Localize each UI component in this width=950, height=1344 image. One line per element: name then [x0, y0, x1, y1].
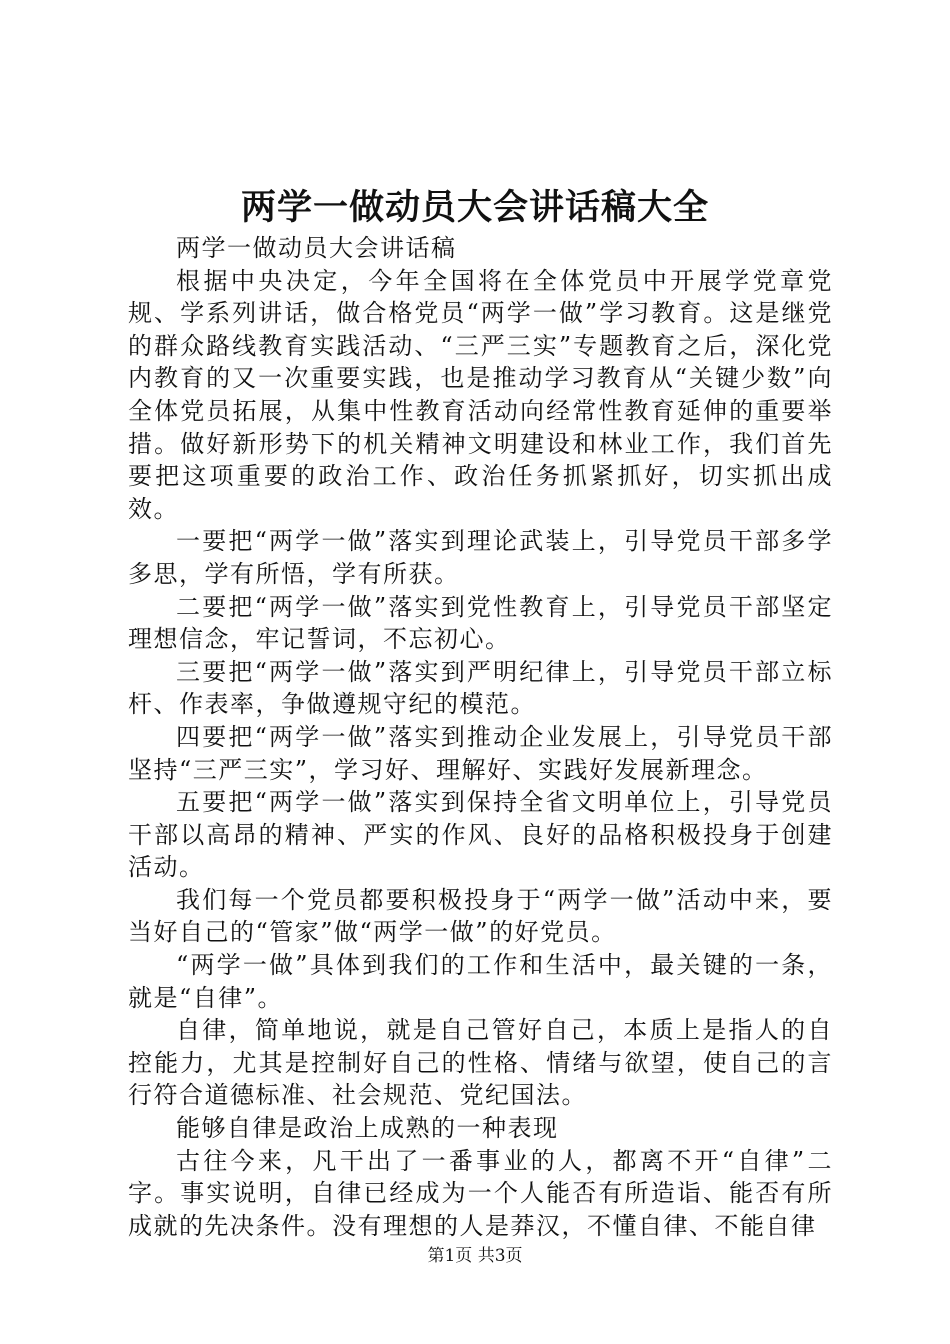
document-title: 两学一做动员大会讲话稿大全	[240, 187, 709, 228]
page-number-footer: 第1页 共3页	[427, 1246, 523, 1266]
body-paragraph: 自律，简单地说，就是自己管好自己，本质上是指人的自控能力，尤其是控制好自己的性格、情绪与欲望，使自己的言行符合道德标准、社会规范、党纪国法。	[128, 1016, 833, 1110]
body-paragraph: “两学一做”具体到我们的工作和生活中，最关键的一条，就是“自律”。	[128, 951, 833, 1012]
body-paragraph: 古往今来，凡干出了一番事业的人，都离不开“自律”二字。事实说明，自律已经成为一个人能否有所造诣、能否有所成就的先决条件。没有理想的人是莽汉，不懂自律、不能自律	[128, 1146, 833, 1240]
body-paragraph: 我们每一个党员都要积极投身于“两学一做”活动中来，要当好自己的“管家”做“两学一做”的好党员。	[128, 885, 833, 947]
body-paragraph: 一要把“两学一做”落实到理论武装上，引导党员干部多学多思，学有所悟，学有所获。	[128, 527, 833, 588]
document-body	[128, 232, 833, 1242]
body-paragraph: 二要把“两学一做”落实到党性教育上，引导党员干部坚定理想信念，牢记誓词，不忘初心。	[128, 592, 833, 654]
body-paragraph: 三要把“两学一做”落实到严明纪律上，引导党员干部立标杆、作表率，争做遵规守纪的模范。	[128, 657, 833, 719]
subtitle-paragraph: 两学一做动员大会讲话稿	[176, 234, 457, 262]
body-paragraph: 四要把“两学一做”落实到推动企业发展上，引导党员干部坚持“三严三实”，学习好、理解好、实践好发展新理念。	[128, 722, 833, 784]
body-paragraph: 五要把“两学一做”落实到保持全省文明单位上，引导党员干部以高昂的精神、严实的作风、良好的品格积极投身于创建活动。	[128, 788, 833, 882]
section-heading: 能够自律是政治上成熟的一种表现	[176, 1114, 559, 1143]
body-paragraph: 根据中央决定，今年全国将在全体党员中开展学党章党规、学系列讲话，做合格党员“两学一做”学习教育。这是继党的群众路线教育实践活动、“三严三实”专题教育之后，深化党内教育的又一次重要实践，也是推动学习教育从“关键少数”向全体党员拓展，从集中性教育活动向经常性教育延伸的重要举措。做好新形势下的机关精神文明建设和林业工作，我们首先要把这项重要的政治工作、政治任务抓紧抓好，切实抓出成效。	[128, 266, 833, 523]
